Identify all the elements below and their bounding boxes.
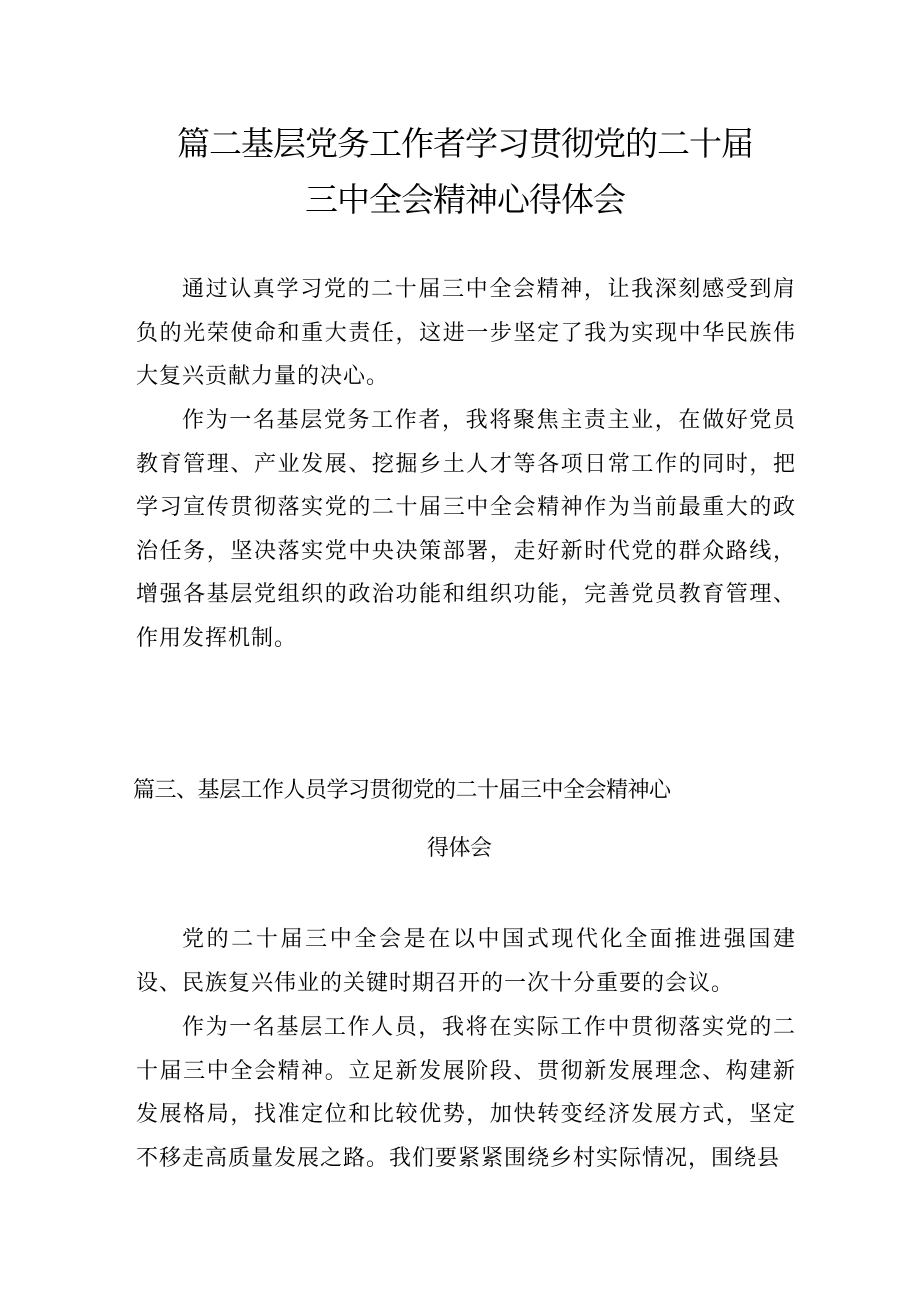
section2-paragraph-2: 作为一名基层工作人员，我将在实际工作中贯彻落实党的二十届三中全会精神。立足新发展阶段、贯彻新发展理念、构建新发展格局，找准定位和比较优势，加快转变经济发展方式，坚定不移走高质量发展之路。我们要紧紧围绕乡村实际情况，围绕县 [136, 1015, 796, 1171]
section2-title-line1: 篇三、基层工作人员学习贯彻党的二十届三中全会精神心 [133, 778, 671, 803]
section1-paragraph-2: 作为一名基层党务工作者，我将聚焦主责主业，在做好党员教育管理、产业发展、挖掘乡土人才等各项日常工作的同时，把学习宣传贯彻落实党的二十届三中全会精神作为当前最重大的政治任务，坚决落实党中央决策部署，走好新时代党的群众路线，增强各基层党组织的政治功能和组织功能，完善党员教育管理、作用发挥机制。 [136, 408, 796, 651]
section2-paragraph-1: 党的二十届三中全会是在以中国式现代化全面推进强国建设、民族复兴伟业的关键时期召开的一次十分重要的会议。 [136, 927, 796, 996]
section1-title-line1: 篇二基层党务工作者学习贯彻党的二十届 [177, 124, 753, 163]
section1-title [120, 116, 810, 228]
section1-paragraph-1: 通过认真学习党的二十届三中全会精神，让我深刻感受到肩负的光荣使命和重大责任，这进一步坚定了我为实现中华民族伟大复兴贡献力量的决心。 [136, 277, 796, 389]
section1-title-line2: 三中全会精神心得体会 [305, 180, 625, 219]
section2-title-line2: 得体会 [427, 836, 492, 861]
